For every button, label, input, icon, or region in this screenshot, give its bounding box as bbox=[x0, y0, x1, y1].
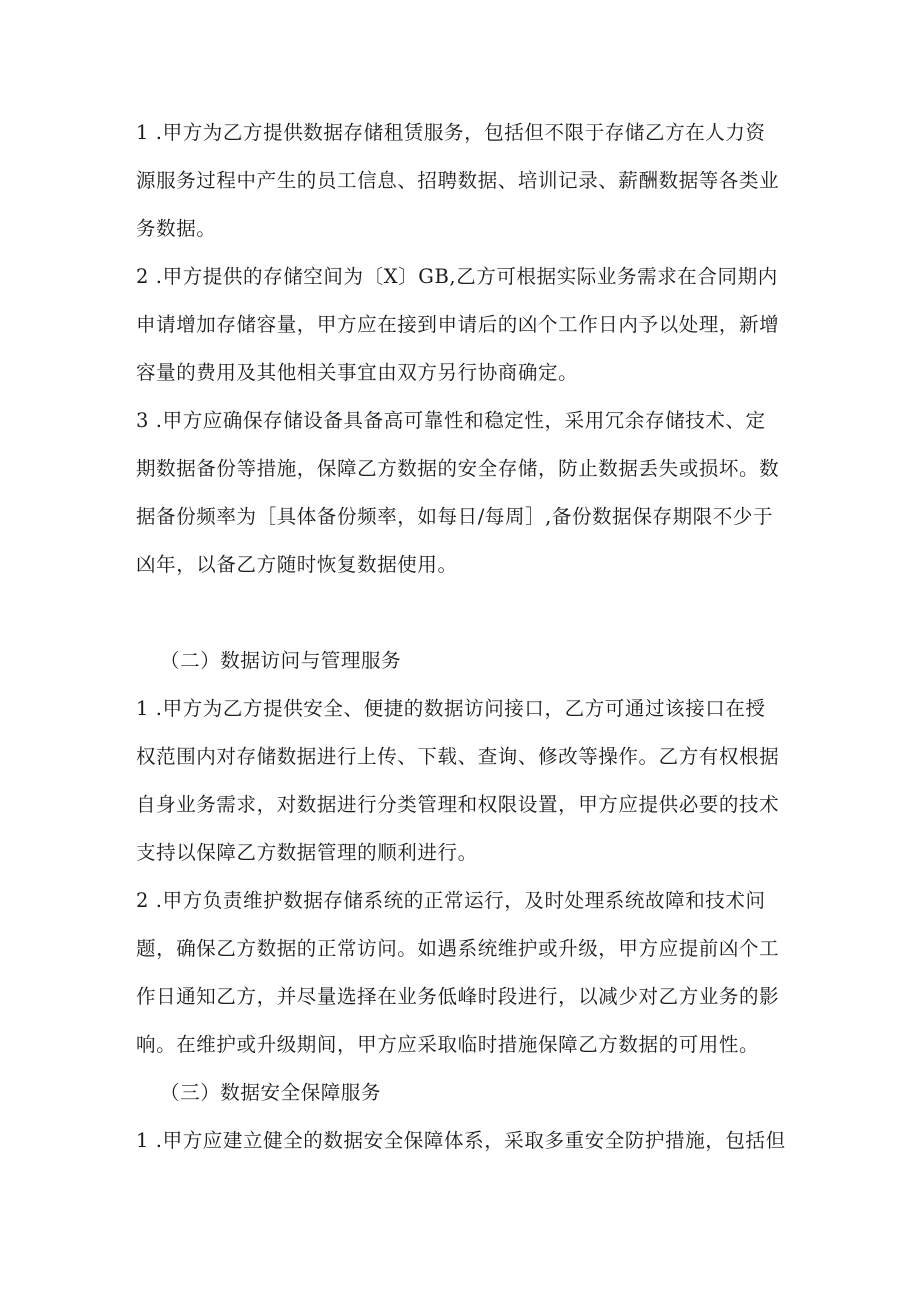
text-line: 据备份频率为［具体备份频率，如每日/每周］,备份数据保存期限不少于 bbox=[136, 505, 774, 528]
text-line: 2 .甲方提供的存储空间为〔X〕GB,乙方可根据实际业务需求在合同期内 bbox=[136, 265, 778, 288]
section-heading: （三）数据安全保障服务 bbox=[160, 1081, 382, 1104]
text-line: 题，确保乙方数据的正常访问。如遇系统维护或升级，甲方应提前凶个工 bbox=[136, 937, 780, 960]
text-line: 1 .甲方为乙方提供安全、便捷的数据访问接口，乙方可通过该接口在授 bbox=[136, 697, 766, 720]
text-line: 务数据。 bbox=[136, 217, 217, 240]
text-line: 3 .甲方应确保存储设备具备高可靠性和稳定性，采用冗余存储技术、定 bbox=[136, 409, 766, 432]
text-line: 1 .甲方为乙方提供数据存储租赁服务，包括但不限于存储乙方在人力资 bbox=[136, 121, 766, 144]
text-line: 1 .甲方应建立健全的数据安全保障体系，采取多重安全防护措施，包括但 bbox=[136, 1129, 786, 1152]
text-line: 源服务过程中产生的员工信息、招聘数据、培训记录、薪酬数据等各类业 bbox=[136, 169, 780, 192]
text-line: 响。在维护或升级期间，甲方应采取临时措施保障乙方数据的可用性。 bbox=[136, 1033, 760, 1056]
text-line: 作日通知乙方，并尽量选择在业务低峰时段进行，以减少对乙方业务的影 bbox=[136, 985, 780, 1008]
text-line: 容量的费用及其他相关事宜由双方另行协商确定。 bbox=[136, 361, 579, 384]
text-line: 凶年，以备乙方随时恢复数据使用。 bbox=[136, 553, 458, 576]
text-line: 2 .甲方负责维护数据存储系统的正常运行，及时处理系统故障和技术问 bbox=[136, 889, 766, 912]
text-line: 支持以保障乙方数据管理的顺利进行。 bbox=[136, 841, 478, 864]
section-heading: （二）数据访问与管理服务 bbox=[160, 649, 402, 672]
text-line: 申请增加存储容量，甲方应在接到申请后的凶个工作日内予以处理，新增 bbox=[136, 313, 780, 336]
text-line: 期数据备份等措施，保障乙方数据的安全存储，防止数据丢失或损坏。数 bbox=[136, 457, 780, 480]
text-line: 自身业务需求，对数据进行分类管理和权限设置，甲方应提供必要的技术 bbox=[136, 793, 780, 816]
text-line: 权范围内对存储数据进行上传、下载、查询、修改等操作。乙方有权根据 bbox=[136, 745, 780, 768]
